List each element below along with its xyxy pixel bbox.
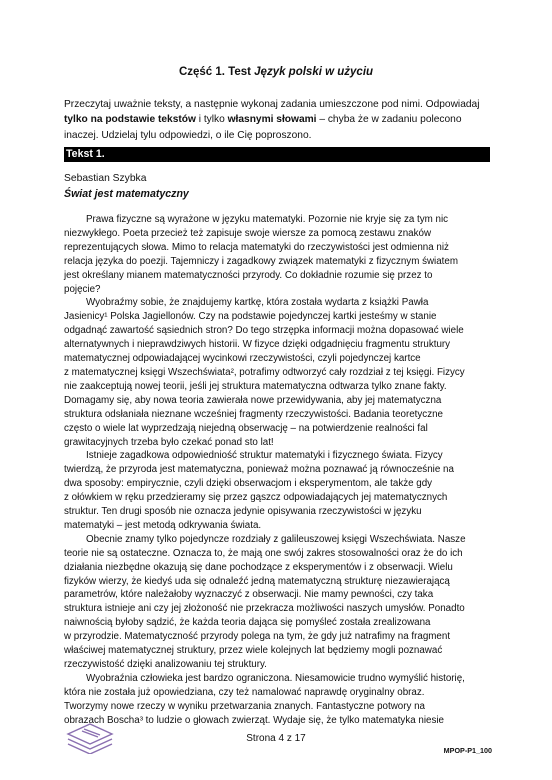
paragraph [64, 449, 492, 532]
text-line: grawitacyjnych trzeba było czekać ponad sto lat! [64, 436, 274, 448]
text-line: reprezentujących słowa. Mimo to relacja matematyki do rzeczywistości jest odmienna niż [64, 241, 449, 253]
text-line: Jasienicy¹ Polska Jagiellonów. Czy na podstawie pojedynczej kartki jesteśmy w stanie [64, 311, 437, 323]
text-line: pojęcie? [64, 283, 101, 295]
text-line: struktura odsłaniała nieznane wcześniej fragmenty rzeczywistości. Badania teoretyczne [64, 408, 443, 420]
text-line: teorie nie są ostateczne. Oznacza to, że mają one swój zakres stosowalności oraz że do ich [64, 547, 463, 559]
text-line: dwa sposoby: empirycznie, czyli dzięki obserwacjom i eksperymentom, ale także gdy [64, 478, 433, 490]
text-line: struktur. Ten drugi sposób nie oznacza jedynie opisywania rzeczywistości w języku [64, 506, 422, 518]
text-line: parametrów, które należałoby wyznaczyć z obserwacji. Nie mamy pewności, czy taka [64, 589, 434, 601]
instructions [64, 97, 494, 143]
work-title: Świat jest matematyczny [64, 188, 189, 200]
text-line: Tworzymy nowe rzeczy w wyniku przetwarzania znanych. Fantastyczne potwory na [64, 700, 425, 712]
text-line: obrazach Boscha³ to ludzie o głowach zwierząt. Wydaje się, że tylko matematyka niesie [64, 714, 444, 726]
title-italic: Język polski w użyciu [254, 66, 374, 78]
text-line: z matematycznej księgi Wszechświata², potrafimy odtworzyć cały rozdział z tej księgi. Fizycy [64, 366, 465, 378]
text-line: która nie została już opowiedziana, czy też namalować naprawdę oryginalny obraz. [64, 686, 425, 698]
text-line: nie zaakceptują nowej teorii, jeśli jej struktura matematyczna odtwarza tylko znane fakty. [64, 380, 447, 392]
instructions-part1: Przeczytaj uważnie teksty, a następnie wykonaj zadania umieszczone pod nimi. Odpowiadaj [64, 99, 480, 110]
text-line: działania niezbędne okazują się dane pochodzące z eksperymentów i z obserwacji. Wielu [64, 561, 453, 573]
text-line: Domagamy się, aby nowa teoria zawierała nowe przewidywania, aby jej matematyczna [64, 394, 442, 406]
text-line: rzeczywistość dzięki analizowaniu tej struktury. [64, 659, 267, 670]
text-line: jest określany mianem matematyczności przyrody. Co dokładnie rozumie się przez to [64, 269, 433, 281]
paragraph [64, 672, 492, 728]
text-line: matematyki – jest metodą odkrywania świata. [64, 519, 262, 531]
section-header: Tekst 1. [64, 147, 490, 162]
text-line: Obecnie znamy tylko pojedyncze rozdziały z galileuszowej księgi Wszechświata. Nasze [86, 533, 466, 545]
text-line: naiwnością byłoby sądzić, że każda teoria dająca się pomyśleć została zrealizowana [64, 617, 431, 629]
instructions-part2: i tylko [195, 114, 228, 126]
text-line: niezwykłego. Poeta przecież też zapisuje swoje wiersze za pomocą zestawu znaków [64, 227, 432, 239]
author: Sebastian Szybka [64, 173, 147, 184]
paragraph [64, 296, 492, 449]
text-line: w przyrodzie. Matematyczność przyrody polega na tym, że gdy już natrafimy na fragment [64, 631, 451, 643]
instructions-part3: – chyba że w zadaniu polecono inaczej. Udzielaj tylu odpowiedzi, o ile Cię poproszono. [64, 114, 462, 141]
text-line: Prawa fizyczne są wyrażone w języku matematyki. Pozornie nie kryje się za tym nic [86, 214, 449, 225]
paragraph [64, 533, 492, 672]
instructions-bold2: własnymi słowami [227, 114, 317, 126]
text-line: matematycznej odpowiadającej wycinkowi rzeczywistości, czyli pojedynczej kartce [64, 353, 421, 365]
text-line: Istnieje zagadkowa odpowiedniość struktur matematyki i fizycznego świata. Fizycy [86, 450, 443, 462]
page-title [0, 66, 552, 78]
page-number: Strona 4 z 17 [246, 733, 306, 744]
text-line: Wyobraźmy sobie, że znajdujemy kartkę, która została wydarta z książki Pawła [86, 297, 429, 309]
text-line: alternatywnych i nieprawdziwych historii. W fizyce dzięki odgadnięciu fragmentu struktury [64, 339, 451, 351]
title-prefix: Część 1. Test [178, 66, 255, 78]
text-line: z ołówkiem w ręku przedzieramy się przez gąszcz odpowiadających jej matematycznych [64, 492, 448, 504]
text-line: relacja języka do poezji. Tajemniczy i zagadkowy związek matematyki z fizycznym światem [64, 255, 459, 267]
instructions-bold1: tylko na podstawie tekstów [64, 114, 196, 126]
paragraph [64, 213, 492, 296]
article-body [64, 213, 492, 728]
text-line: fizyków wierzy, że kiedyś uda się odnaleźć jedną matematyczną strukturę niezawierającą [64, 575, 450, 587]
text-line: właściwej matematycznej struktury, przez wiele kolejnych lat będziemy mogli poznawać [64, 645, 443, 657]
document-code: MPOP-P1_100 [443, 746, 492, 755]
text-line: Wyobraźnia człowieka jest bardzo ograniczona. Niesamowicie trudno wymyślić historię, [86, 672, 465, 684]
text-line: często o wiele lat wyprzedzają niejedną obserwację – na potwierdzenie realności fal [64, 422, 428, 434]
text-line: odgadnąć zawartość sąsiednich stron? Do tego strzępka informacji można dopasować wiele [64, 325, 464, 337]
text-line: struktura istnieje ani czy jej złożoność nie przekracza możliwości naszych umysłów. Ponadto [64, 603, 465, 615]
text-line: twierdzą, że przyroda jest matematyczna, ponieważ można poznawać ją równocześnie na [64, 464, 454, 476]
